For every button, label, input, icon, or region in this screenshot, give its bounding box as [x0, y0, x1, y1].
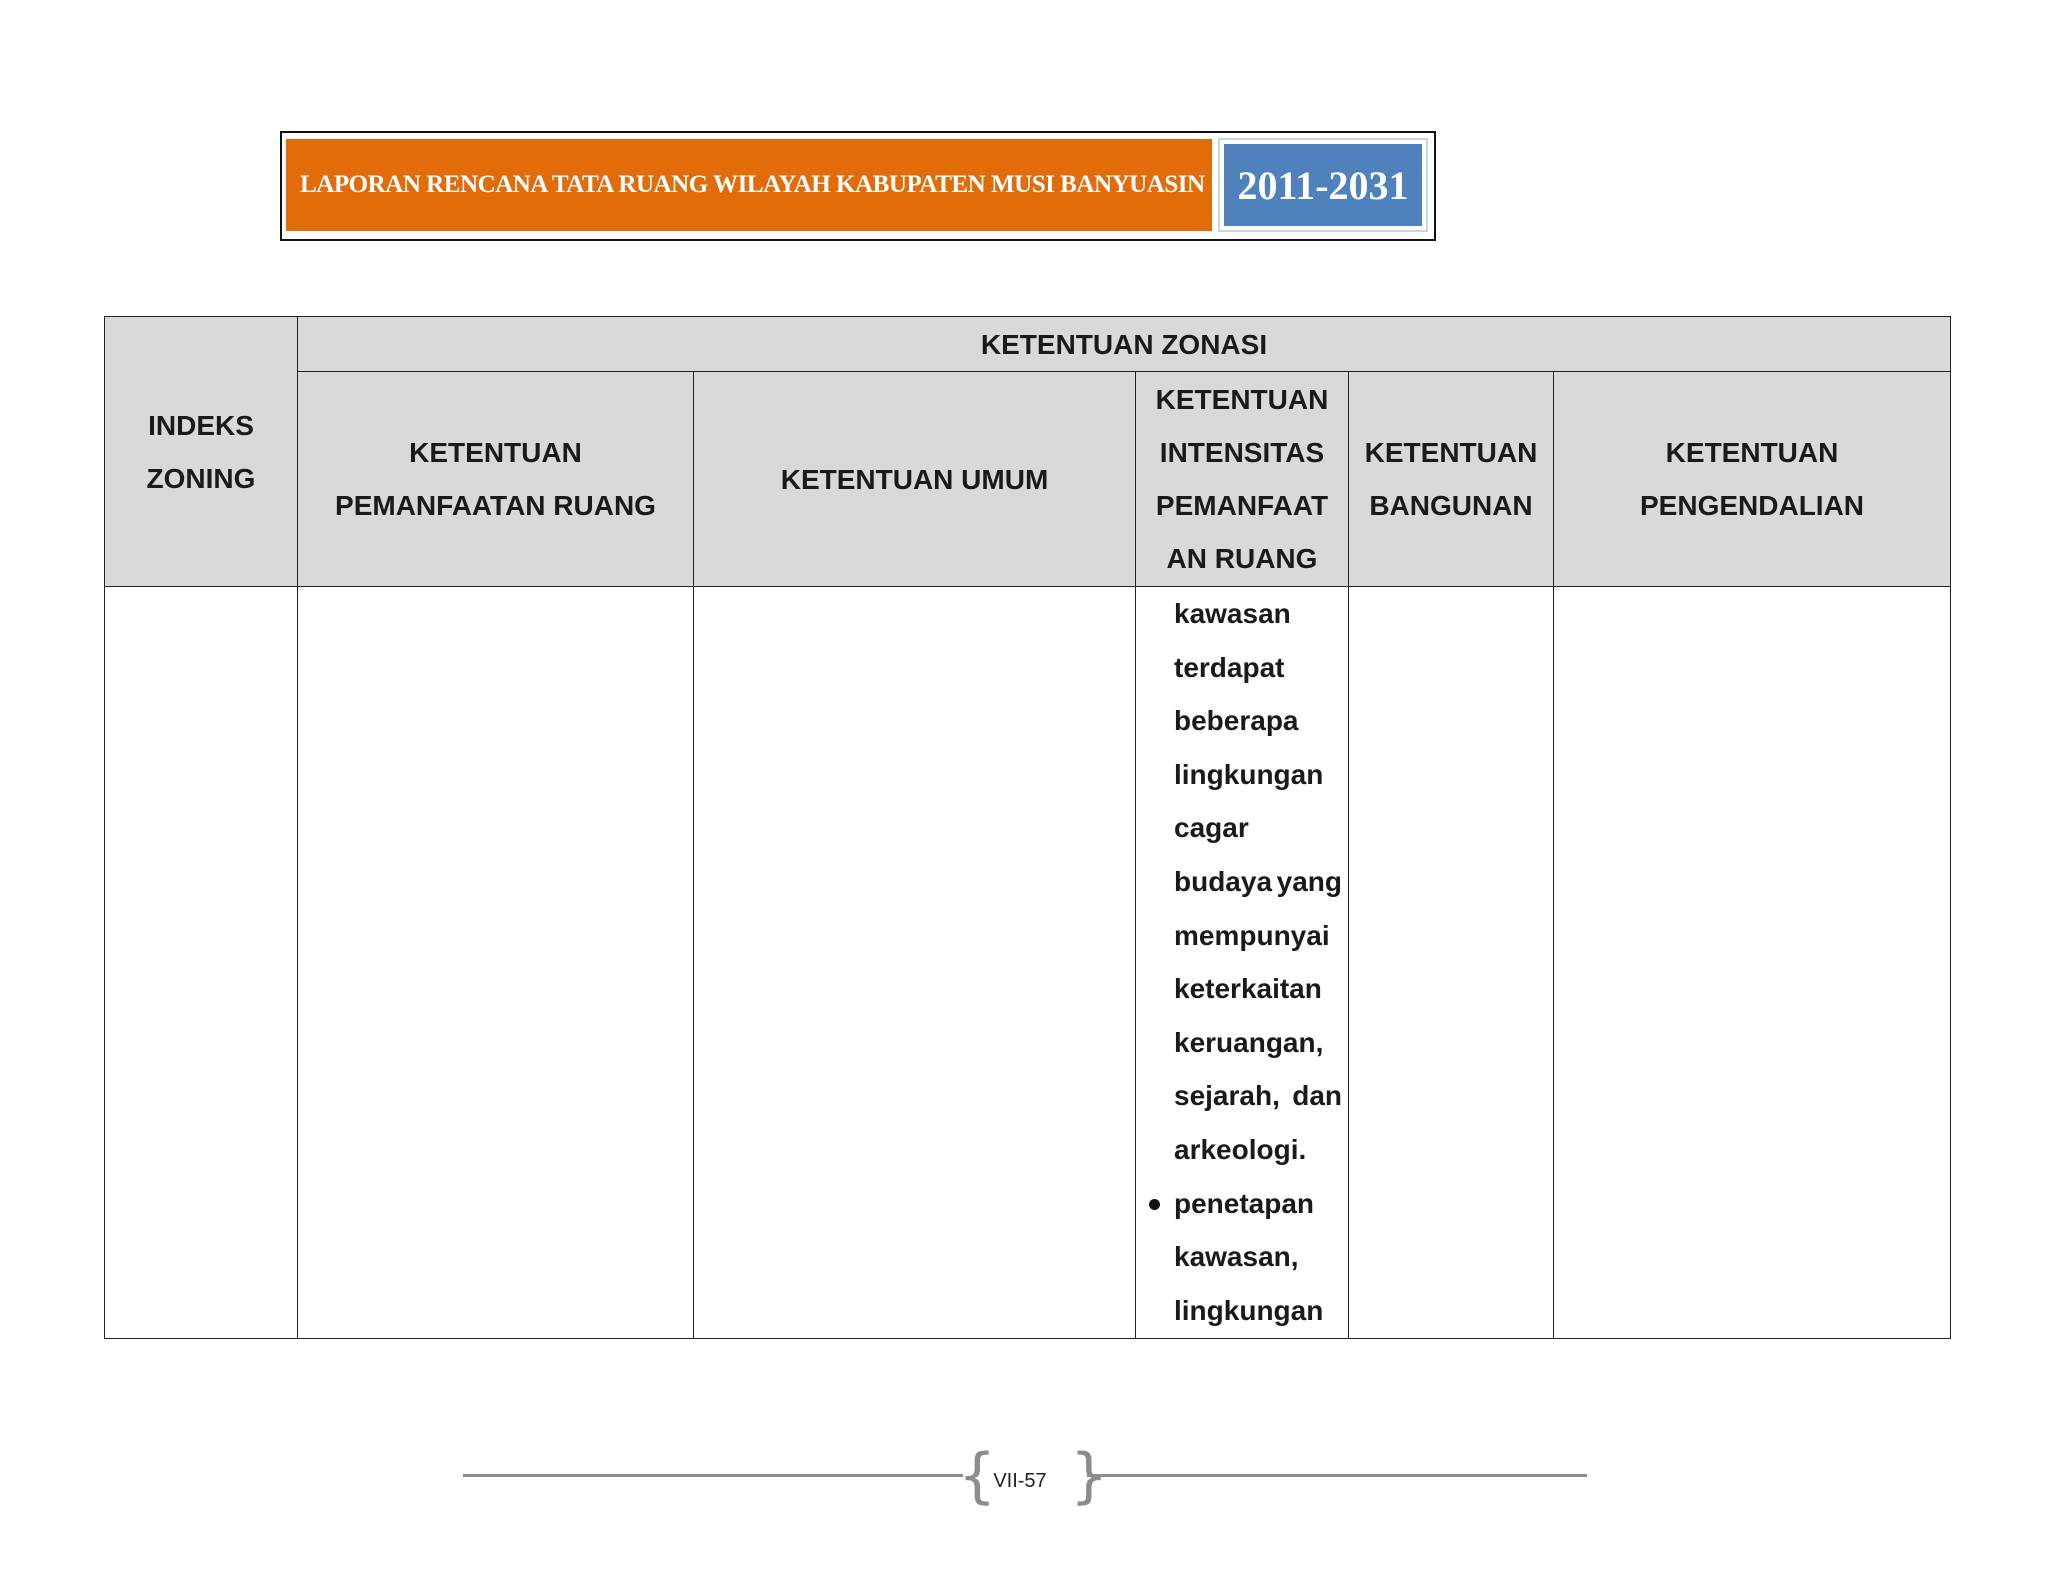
text-line: lingkungan	[1174, 758, 1324, 790]
header-ketentuan-bangunan: KETENTUAN BANGUNAN	[1349, 372, 1554, 587]
right-brace-icon: }	[1070, 1441, 1109, 1511]
cell-ketentuan-bangunan	[1349, 587, 1554, 1339]
header-pengendalian: KETENTUAN PENGENDALIAN	[1554, 372, 1951, 587]
text-word: sejarah,	[1174, 1080, 1280, 1112]
cell-pengendalian	[1554, 587, 1951, 1339]
text-line: lingkungan	[1174, 1294, 1324, 1326]
header-pemanfaatan-ruang: KETENTUAN PEMANFAATAN RUANG	[298, 372, 694, 587]
table-row	[105, 587, 1951, 1339]
period-box	[1218, 138, 1428, 232]
text-line: kawasan	[1174, 598, 1291, 629]
zoning-table	[104, 316, 1951, 1339]
report-title: LAPORAN RENCANA TATA RUANG WILAYAH KABUPATEN MUSI BANYUASIN	[286, 139, 1212, 231]
cell-ketentuan-umum	[694, 587, 1136, 1339]
cell-intensitas	[1136, 587, 1349, 1339]
text-line: mempunyai	[1174, 919, 1330, 951]
bullet-item	[1174, 1177, 1342, 1231]
footer-rule-right	[1087, 1474, 1587, 1477]
text-line: kawasan,	[1174, 1241, 1299, 1273]
text-word: budaya	[1174, 865, 1273, 897]
intensitas-text	[1136, 587, 1348, 1337]
text-line: keterkaitan	[1174, 973, 1322, 1005]
text-line: keruangan,	[1174, 1026, 1324, 1058]
footer-rule-left	[463, 1474, 963, 1477]
text-word: yang	[1276, 865, 1342, 897]
report-banner	[280, 131, 1436, 241]
cell-indeks-zoning	[105, 587, 298, 1339]
left-brace-icon: {	[958, 1441, 997, 1511]
text-line: cagar	[1174, 812, 1249, 844]
text-word: dan	[1292, 1080, 1342, 1112]
header-ketentuan-umum: KETENTUAN UMUM	[694, 372, 1136, 587]
text-line	[1174, 1069, 1342, 1123]
header-intensitas: KETENTUAN INTENSITAS PEMANFAATAN RUANG	[1136, 372, 1349, 587]
bullet-text: penetapan	[1174, 1187, 1315, 1219]
header-ketentuan-zonasi: KETENTUAN ZONASI	[298, 317, 1951, 372]
cell-pemanfaatan-ruang	[298, 587, 694, 1339]
report-period: 2011-2031	[1224, 144, 1422, 226]
page-number: VII-57	[993, 1470, 1047, 1492]
text-line: terdapat	[1174, 651, 1285, 683]
text-line	[1174, 855, 1342, 909]
header-indeks-zoning: INDEKS ZONING	[105, 317, 298, 587]
bullet-icon	[1149, 1199, 1160, 1210]
text-line: arkeologi.	[1174, 1133, 1307, 1165]
text-line: beberapa	[1174, 705, 1299, 737]
